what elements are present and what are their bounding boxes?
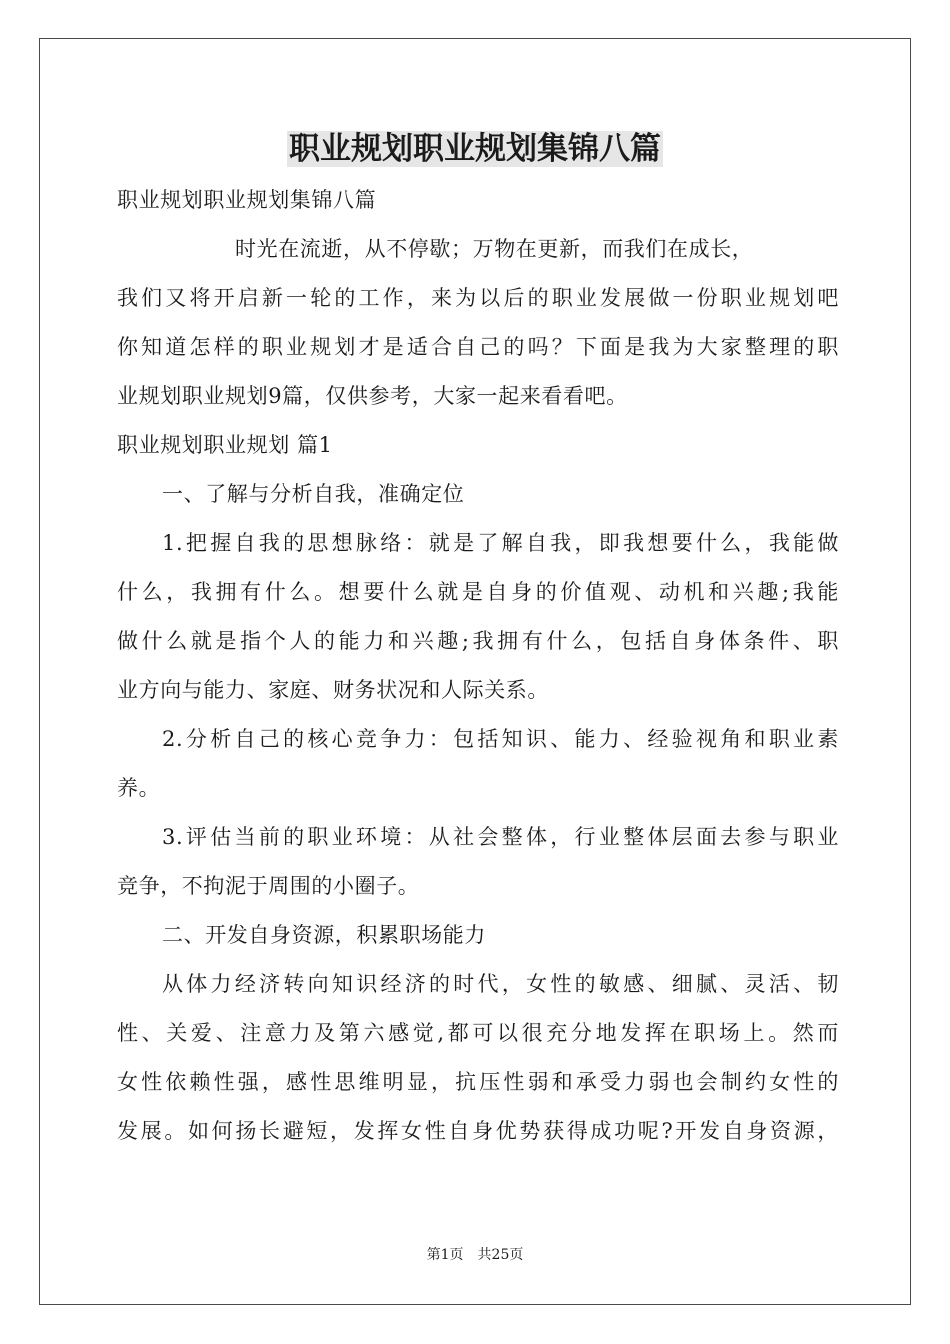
paragraph-line: 养。 [117, 776, 161, 800]
subtitle-line: 职业规划职业规划集锦八篇 [117, 188, 377, 212]
paragraph-line: 女性依赖性强，感性思维明显，抗压性弱和承受力弱也会制约女性的 [117, 1070, 839, 1094]
intro-line: 业规划职业规划9篇，仅供参考，大家一起来看看吧。 [117, 384, 628, 408]
paragraph-line: 竞争，不拘泥于周围的小圈子。 [117, 874, 420, 898]
paragraph-line: 2.分析自己的核心竞争力：包括知识、能力、经验视角和职业素 [162, 727, 839, 751]
paragraph-line: 性、关爱、注意力及第六感觉,都可以很充分地发挥在职场上。然而 [117, 1021, 839, 1045]
page-total: 共25页 [477, 1247, 524, 1263]
subsection-heading: 一、了解与分析自我，准确定位 [162, 482, 465, 506]
page-footer [0, 1245, 950, 1265]
section-heading: 职业规划职业规划 篇1 [117, 433, 333, 457]
intro-line: 你知道怎样的职业规划才是适合自己的吗？下面是我为大家整理的职 [117, 335, 839, 359]
intro-line: 我们又将开启新一轮的工作，来为以后的职业发展做一份职业规划吧 [117, 286, 839, 310]
page-number: 第1页 [426, 1247, 464, 1263]
paragraph-line: 1.把握自我的思想脉络：就是了解自我，即我想要什么，我能做 [162, 531, 839, 555]
paragraph-line: 从体力经济转向知识经济的时代，女性的敏感、细腻、灵活、韧 [162, 972, 839, 996]
subsection-heading: 二、开发自身资源，积累职场能力 [162, 923, 486, 947]
intro-line: 时光在流逝，从不停歇；万物在更新，而我们在成长， [235, 237, 754, 261]
document-title [0, 126, 950, 172]
paragraph-line: 发展。如何扬长避短，发挥女性自身优势获得成功呢?开发自身资源， [117, 1119, 839, 1143]
paragraph-line: 3.评估当前的职业环境：从社会整体，行业整体层面去参与职业 [162, 825, 839, 849]
paragraph-line: 做什么就是指个人的能力和兴趣;我拥有什么，包括自身体条件、职 [117, 629, 839, 653]
document-body [117, 176, 839, 1156]
paragraph-line: 什么，我拥有什么。想要什么就是自身的价值观、动机和兴趣;我能 [117, 580, 839, 604]
paragraph-line: 业方向与能力、家庭、财务状况和人际关系。 [117, 678, 549, 702]
document-title-text: 职业规划职业规划集锦八篇 [289, 131, 661, 167]
